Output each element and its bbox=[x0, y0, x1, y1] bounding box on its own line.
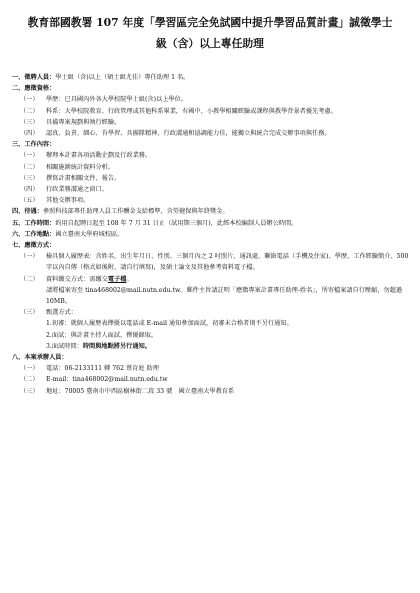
title-line-1: 教育部國教署 107 年度「學習區完全免試國中提升學習品質計畫」誠徵學士 bbox=[27, 16, 393, 29]
section-label: 八、本案承辦人員： bbox=[12, 354, 68, 362]
list-item bbox=[12, 251, 410, 273]
contact-phone: 電話：06-2133111 轉 762 蔡育庭 助理 bbox=[46, 365, 159, 373]
item-label: （一） bbox=[20, 152, 39, 160]
selection-step bbox=[12, 341, 410, 352]
item-text: 其他交辦事項。 bbox=[46, 197, 90, 205]
section-label: 二、應徵資格： bbox=[12, 85, 56, 93]
item-label: （五） bbox=[20, 197, 39, 205]
item-label: （二） bbox=[20, 275, 39, 283]
item-text: 認真、負責、細心、肯學習、具團隊精神，行政溝通和協調能力佳，能獨立與統合完成交辦事項與任務。 bbox=[46, 130, 331, 138]
list-item bbox=[12, 117, 410, 128]
item-label: （一） bbox=[20, 253, 39, 261]
document-title bbox=[10, 12, 410, 54]
section-work-time bbox=[12, 218, 410, 229]
section-qualifications bbox=[12, 83, 410, 94]
item-text: 檢具個人履歷表：含姓名、出生年月日、性別、三個月內之 2 吋照片、通訊處、聯絡電話（手機及住家)、學歷、工作經驗簡介、500 字以內自傳（格式如後附，請自行填寫)，及碩士論文及其他參考資料電子檔。 bbox=[46, 253, 409, 272]
section-label: 一、徵聘人員： bbox=[12, 74, 56, 81]
list-item bbox=[12, 94, 410, 105]
section-label: 七、應徵方式： bbox=[12, 242, 56, 250]
item-text: 具備專案規劃與執行經驗。 bbox=[46, 118, 121, 126]
section-label: 五、工作時間： bbox=[12, 219, 56, 227]
item-label: （三） bbox=[20, 174, 39, 182]
list-item bbox=[12, 274, 410, 285]
section-label: 六、工作地點： bbox=[12, 230, 56, 238]
section-duties bbox=[12, 139, 410, 150]
item-text bbox=[46, 274, 410, 285]
section-text: 國立臺南大學府城校區。 bbox=[55, 230, 124, 238]
item-text-prefix: 資料繳交方式：需繳交 bbox=[46, 275, 108, 283]
list-item bbox=[12, 184, 410, 195]
item-text: 學歷：已具國內外各大學校院學士級(含)以上學位。 bbox=[46, 96, 187, 104]
item-label: （二） bbox=[20, 163, 39, 171]
list-item bbox=[12, 173, 410, 184]
step-emphasis: 時間與地點將另行通知。 bbox=[82, 342, 151, 350]
list-item bbox=[12, 150, 410, 161]
list-item bbox=[12, 162, 410, 173]
item-text: 行政業務溝通之窗口。 bbox=[46, 186, 108, 194]
list-item bbox=[12, 374, 410, 385]
item-text-emphasis: 電子檔 bbox=[107, 275, 127, 283]
item-label: （三） bbox=[20, 387, 39, 395]
document-body bbox=[12, 72, 410, 397]
item-label: （三） bbox=[20, 309, 39, 317]
item-label: （二） bbox=[20, 107, 39, 115]
item-label: （一） bbox=[20, 96, 39, 104]
submission-instructions: 請將檔案寄至 tina468002@mail.nutn.edu.tw。郵件主旨請註明「應徵專案計畫專任助理-姓名」，所寄檔案請自行壓縮，勿超過 10MB。 bbox=[46, 286, 403, 306]
list-item bbox=[12, 386, 410, 397]
section-label: 三、工作內容： bbox=[12, 141, 56, 149]
section-contact bbox=[12, 352, 410, 363]
list-item bbox=[12, 106, 410, 117]
selection-step: 1.初審：就個人履歷表擇優以電話或 E-mail 通知參加面試，初審未合格者則不另行通知。 bbox=[46, 320, 293, 328]
contact-address: 地址：70005 臺南市中西區樹林街二段 33 號 國立臺南大學教育系 bbox=[46, 387, 235, 395]
selection-step: 2.面試：與計畫主持人面試，擇優錄取。 bbox=[46, 331, 158, 339]
list-item bbox=[12, 363, 410, 374]
section-text: 參照科技部專任助理人員工作酬金支給標準，含勞健保與年終獎金。 bbox=[42, 208, 229, 216]
item-text-suffix: 。 bbox=[126, 275, 133, 283]
title-line-2: 級（含）以上專任助理 bbox=[156, 37, 264, 50]
contact-email: E-mail：tina468002@mail.nutn.edu.tw bbox=[46, 376, 168, 384]
item-label: （四） bbox=[20, 186, 39, 194]
item-text: 辦理本計畫各項活動企劃及行政業務。 bbox=[46, 152, 152, 160]
item-text: 撰寫計畫相關文件、報告。 bbox=[46, 174, 121, 182]
list-item bbox=[12, 128, 410, 139]
item-label: （一） bbox=[20, 365, 39, 373]
section-label: 四、待遇： bbox=[12, 208, 43, 216]
item-label: （四） bbox=[20, 130, 39, 138]
item-text: 科系：大學校院教育、行政管理或其他科系畢業，有國中、小教學相關經驗或課程與教學背景者優先考慮。 bbox=[46, 107, 337, 115]
item-label: （二） bbox=[20, 376, 39, 384]
section-salary bbox=[12, 206, 410, 217]
list-item bbox=[12, 195, 410, 206]
section-application-method bbox=[12, 240, 410, 251]
section-text: 學士級（含)以上（碩士級尤佳）專任助理 1 名。 bbox=[55, 74, 190, 81]
list-item bbox=[12, 307, 410, 318]
item-text: 甄選方式： bbox=[46, 309, 77, 317]
section-text: 約用自起聘日起至 108 年 7 月 31 日止（試用期三個月)，此經本校編制人員辦公時間。 bbox=[55, 219, 298, 227]
item-label: （三） bbox=[20, 118, 39, 126]
step-prefix: 3.面試時間： bbox=[46, 342, 83, 350]
section-work-location bbox=[12, 229, 410, 240]
item-text: 相關施測統計資料分析。 bbox=[46, 163, 115, 171]
section-positions bbox=[12, 72, 410, 83]
